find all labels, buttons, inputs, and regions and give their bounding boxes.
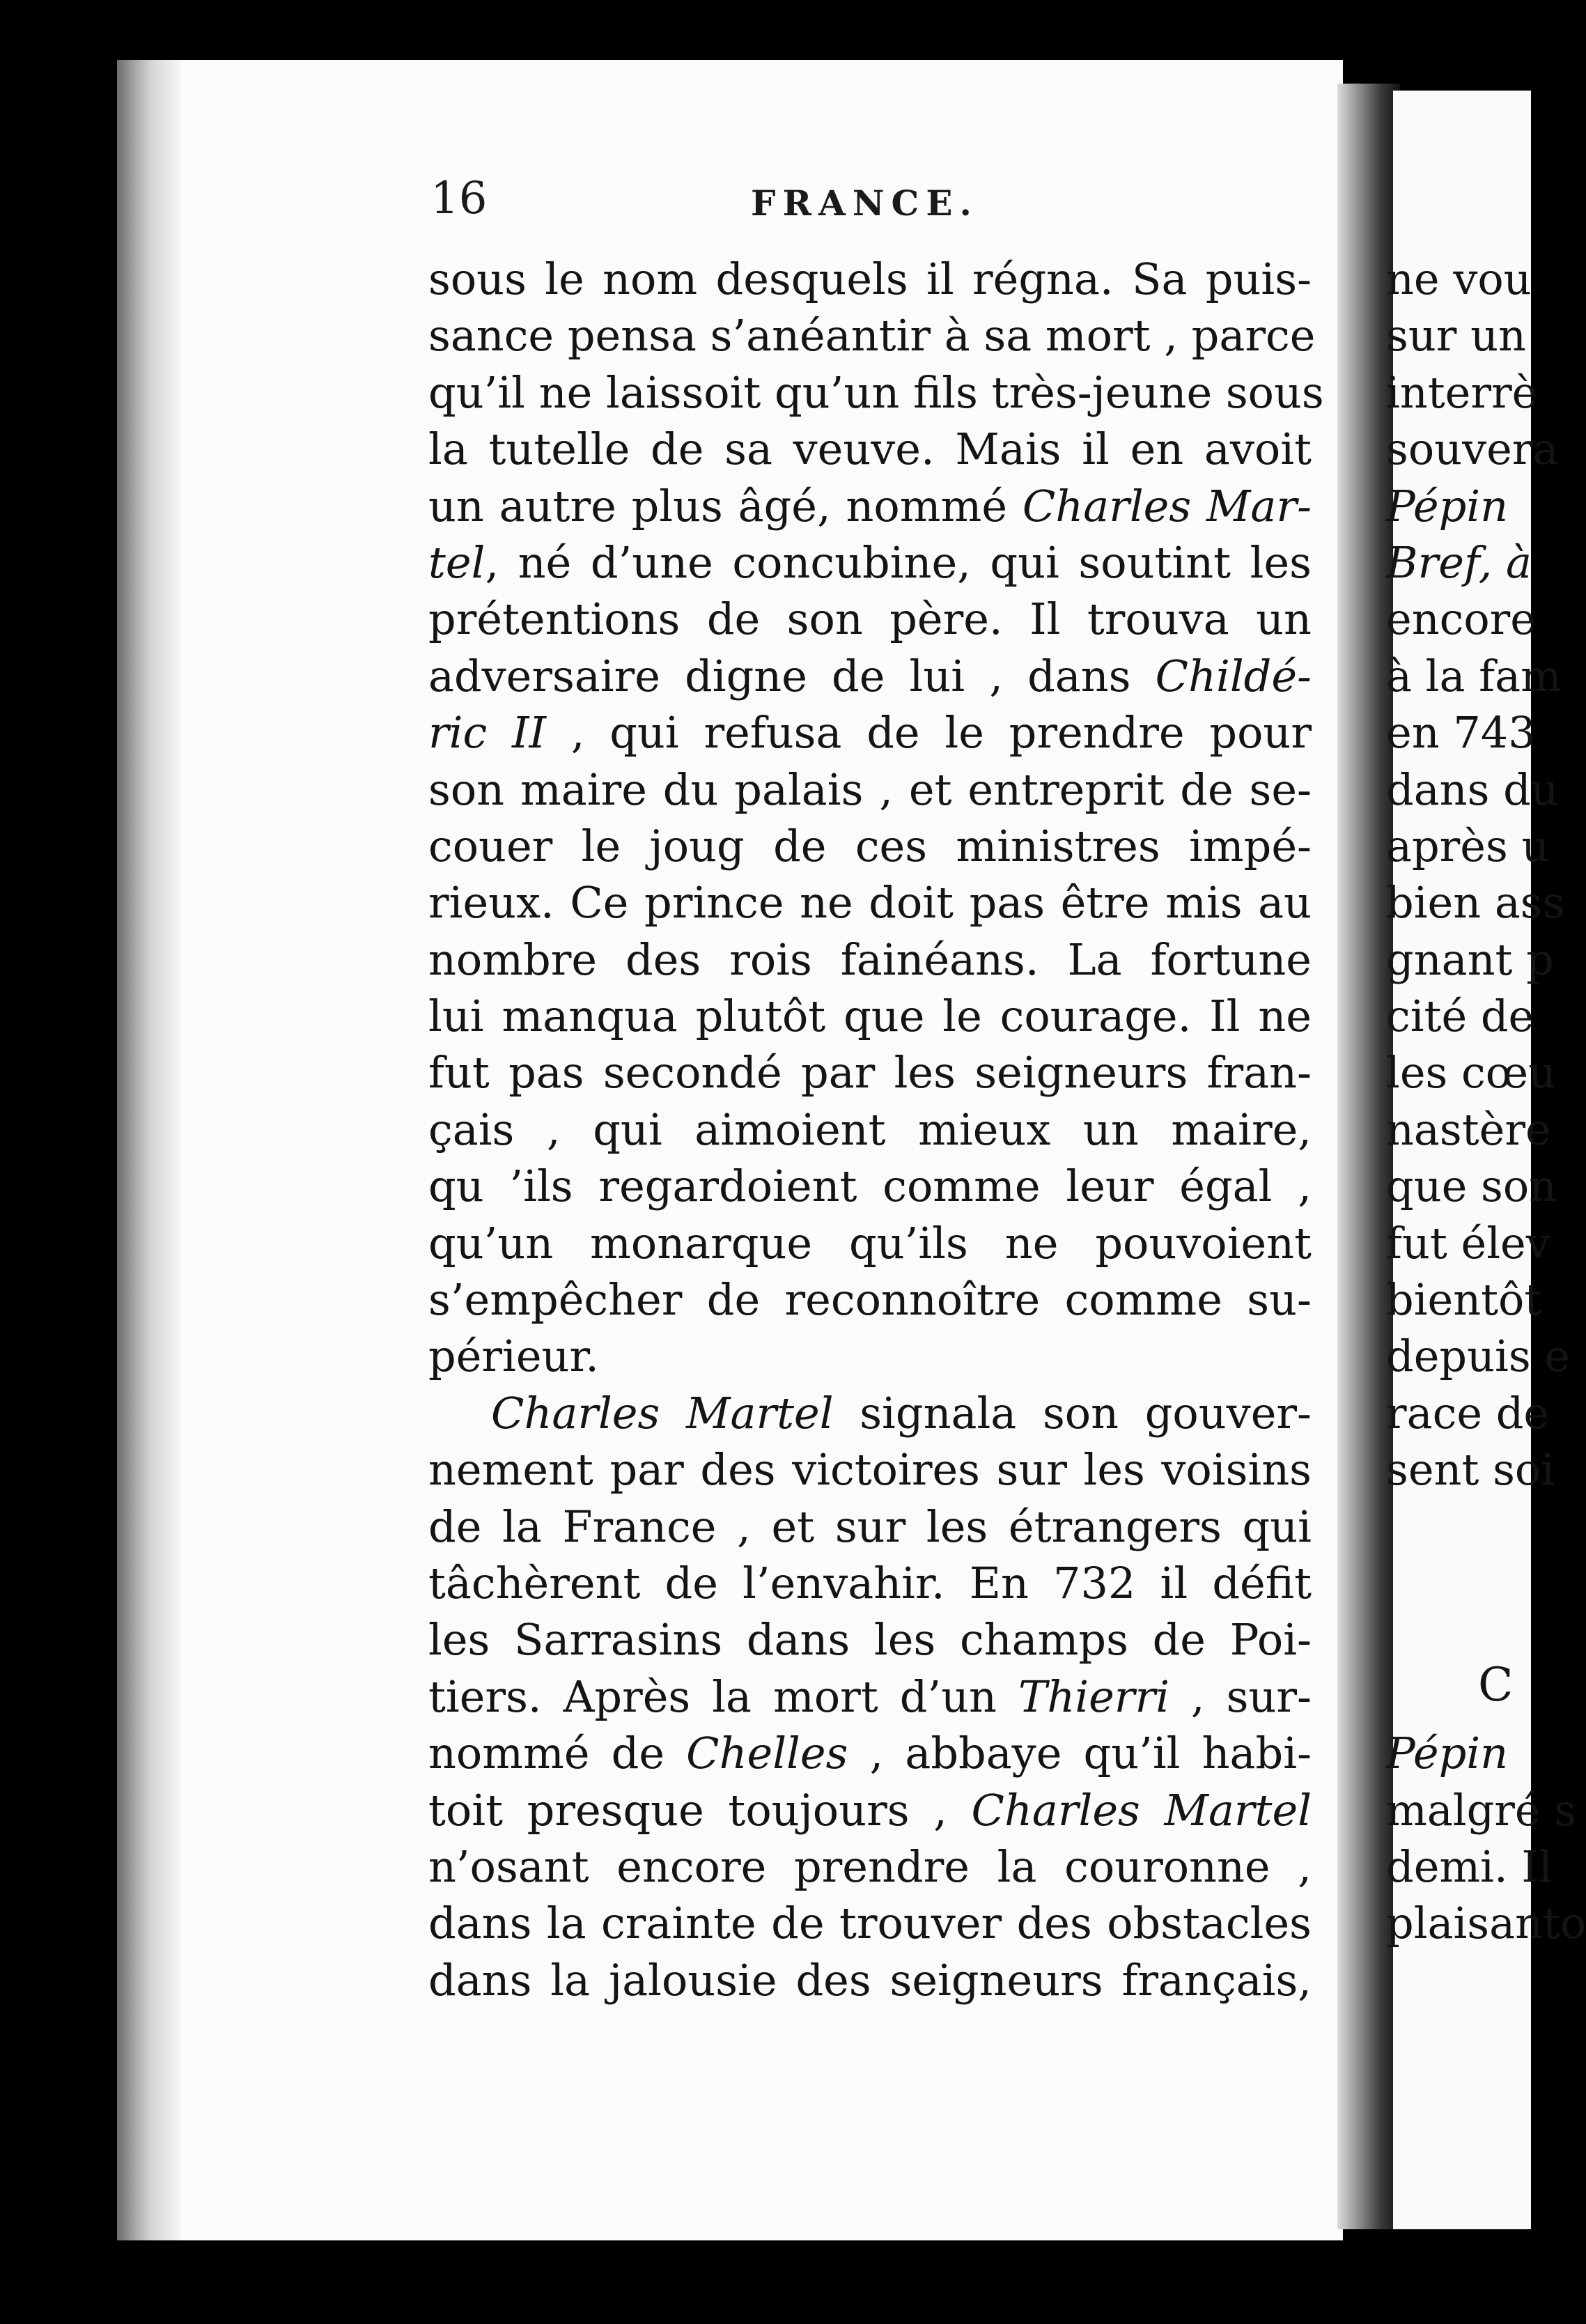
text-line: un autre plus âgé, nommé Charles Mar-: [428, 480, 1312, 532]
text-line: les Sarrasins dans les champs de Poi-: [428, 1614, 1312, 1666]
text-line: dans la crainte de trouver des obstacles: [428, 1898, 1312, 1949]
text-line: n’osant encore prendre la couronne ,: [428, 1841, 1312, 1892]
text-line: Charles Martel signala son gouver-: [491, 1387, 1312, 1439]
text-line: nement par des victoires sur les voisins: [428, 1444, 1312, 1496]
facing-line: ne vou: [1386, 254, 1532, 304]
facing-line: dans du: [1386, 764, 1559, 815]
facing-line: nastère: [1386, 1103, 1551, 1155]
italic-name: Charles Martel: [491, 1387, 834, 1439]
text-line: toit presque toujours , Charles Martel: [428, 1784, 1312, 1836]
facing-page-text: [1386, 251, 1586, 1952]
text-line: dans la jalousie des seigneurs français,: [428, 1954, 1312, 2006]
facing-line: cité de: [1386, 991, 1534, 1042]
body-text: [428, 251, 1324, 2008]
facing-line: souvera: [1386, 424, 1559, 475]
facing-line: interrè: [1386, 366, 1538, 418]
facing-line: bien ass: [1386, 877, 1565, 929]
facing-gap: [1386, 1668, 1539, 1725]
italic-name: Charles Mar-: [1022, 480, 1312, 532]
italic-name: Thierri: [1018, 1671, 1169, 1722]
italic-name: Childé-: [1155, 650, 1312, 702]
italic-name: Charles Martel: [971, 1784, 1312, 1836]
text-line: sance pensa s’anéantir à sa mort , parce: [428, 310, 1316, 362]
facing-line: fut élev: [1386, 1217, 1550, 1269]
text-line: tâchèrent de l’envahir. En 732 il défit: [428, 1557, 1312, 1609]
facing-line: que son: [1386, 1161, 1557, 1212]
facing-line: en 743: [1386, 707, 1536, 759]
facing-line: Pépin: [1386, 480, 1509, 532]
text-line: rieux. Ce prince ne doit pas être mis au: [428, 877, 1312, 929]
text-line: tel, né d’une concubine, qui soutint les: [428, 536, 1312, 588]
text-line: nommé de Chelles , abbaye qu’il habi-: [428, 1728, 1312, 1779]
facing-line: plaisanto: [1386, 1898, 1586, 1949]
text-line: la tutelle de sa veuve. Mais il en avoit: [428, 424, 1312, 475]
facing-line: race de: [1386, 1387, 1550, 1439]
facing-line: sent soi: [1386, 1444, 1555, 1496]
facing-line: bientôt: [1386, 1274, 1542, 1326]
text-line: qu’il ne laissoit qu’un fils très-jeune sous: [428, 366, 1324, 418]
italic-name: ric II: [428, 707, 546, 759]
text-line: qu ’ils regardoient comme leur égal ,: [428, 1161, 1312, 1212]
text-line: nombre des rois fainéans. La fortune: [428, 934, 1312, 985]
text-line: sous le nom desquels il régna. Sa puis-: [428, 254, 1312, 304]
text-line: çais , qui aimoient mieux un maire,: [428, 1103, 1312, 1155]
facing-chapter-heading: C: [1478, 1658, 1514, 1712]
text-line: ric II , qui refusa de le prendre pour: [428, 707, 1312, 759]
facing-gap: [1386, 1555, 1539, 1611]
facing-line: à la fam: [1386, 650, 1562, 702]
page-number: 16: [430, 173, 488, 224]
facing-gap: [1386, 1611, 1539, 1668]
facing-line: demi. Il: [1386, 1841, 1553, 1892]
text-line: périeur.: [428, 1331, 600, 1382]
text-line: prétentions de son père. Il trouva un: [428, 594, 1312, 645]
text-line: lui manqua plutôt que le courage. Il ne: [428, 991, 1312, 1042]
facing-line: après u: [1386, 820, 1550, 872]
facing-gap: [1386, 1498, 1539, 1555]
text-line: fut pas secondé par les seigneurs fran-: [428, 1047, 1312, 1099]
facing-line: gnant p: [1386, 934, 1554, 985]
text-line: adversaire digne de lui , dans Childé-: [428, 650, 1312, 702]
text-line: de la France , et sur les étrangers qui: [428, 1501, 1312, 1552]
facing-line: les cœu: [1386, 1047, 1557, 1099]
page-edge-shadow: [117, 60, 180, 2240]
facing-line: depuis e: [1386, 1331, 1571, 1382]
italic-name: Chelles: [686, 1728, 848, 1779]
facing-line: encore: [1386, 594, 1537, 645]
text-line: tiers. Après la mort d’un Thierri , sur-: [428, 1671, 1312, 1722]
text-line: s’empêcher de reconnoître comme su-: [428, 1274, 1312, 1326]
text-line: qu’un monarque qu’ils ne pouvoient: [428, 1217, 1312, 1269]
text-line: couer le joug de ces ministres impé-: [428, 820, 1312, 872]
facing-line: malgré s: [1386, 1784, 1577, 1836]
facing-line: Pépin: [1386, 1728, 1509, 1779]
text-line: son maire du palais , et entreprit de se-: [428, 764, 1312, 815]
running-head: FRANCE.: [751, 183, 979, 224]
italic-name: tel: [428, 536, 485, 588]
facing-line: Bref, à: [1386, 536, 1532, 588]
facing-line: sur un: [1386, 310, 1526, 362]
